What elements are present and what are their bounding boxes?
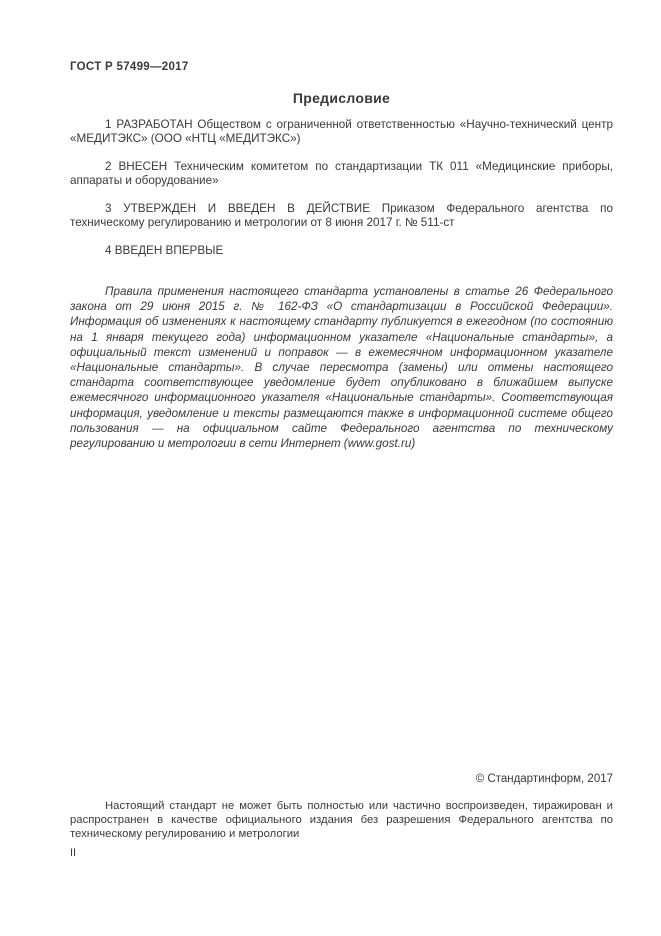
foreword-item-submitted: 2 ВНЕСЕН Техническим комитетом по стандартизации ТК 011 «Медицинские приборы, аппараты и оборудование» (70, 160, 613, 187)
page-title: Предисловие (292, 90, 391, 106)
gost-number-header: ГОСТ Р 57499—2017 (70, 61, 189, 73)
page-number: II (70, 847, 77, 859)
copyright-line: © Стандартинформ, 2017 (475, 773, 613, 785)
foreword-item-introduced: 4 ВВЕДЕН ВПЕРВЫЕ (105, 244, 224, 257)
application-rules-note: Правила применения настоящего стандарта установлены в статье 26 Федерального закона от 29 июня 2015 г. № 162-ФЗ «О стандартизации в Российской Федерации». Информация об изменениях к настоящему стандарту публикуется в ежегодном (по состоянию на 1 января текущего года) информационном указателе «Национальные стандарты», а официальный текст изменений и поправок — в ежемесячном информационном указателе «Национальные стандарты». В случае пересмотра (замены) или отмены настоящего стандарта соответствующее уведомление будет опубликовано в ближайшем выпуске ежемесячного информационного указателя «Национальные стандарты». Соответствующая информация, уведомление и тексты размещаются также в информационной системе общего пользования — на официальном сайте Федерального агентства по техническому регулированию и метрологии в сети Интернет (www.gost.ru) (70, 285, 613, 451)
reproduction-restriction-note: Настоящий стандарт не может быть полностью или частично воспроизведен, тиражирован и распространен в качестве официального издания без разрешения Федерального агентства по техническому регулированию и метрологии (70, 800, 613, 840)
foreword-item-developed: 1 РАЗРАБОТАН Обществом с ограниченной ответственностью «Научно-технический центр «МЕДИТЭКС» (ООО «НТЦ «МЕДИТЭКС») (70, 118, 613, 145)
foreword-section (70, 118, 613, 465)
foreword-item-approved: 3 УТВЕРЖДЕН И ВВЕДЕН В ДЕЙСТВИЕ Приказом Федерального агентства по техническому регулированию и метрологии от 8 июня 2017 г. № 511-ст (70, 202, 613, 229)
